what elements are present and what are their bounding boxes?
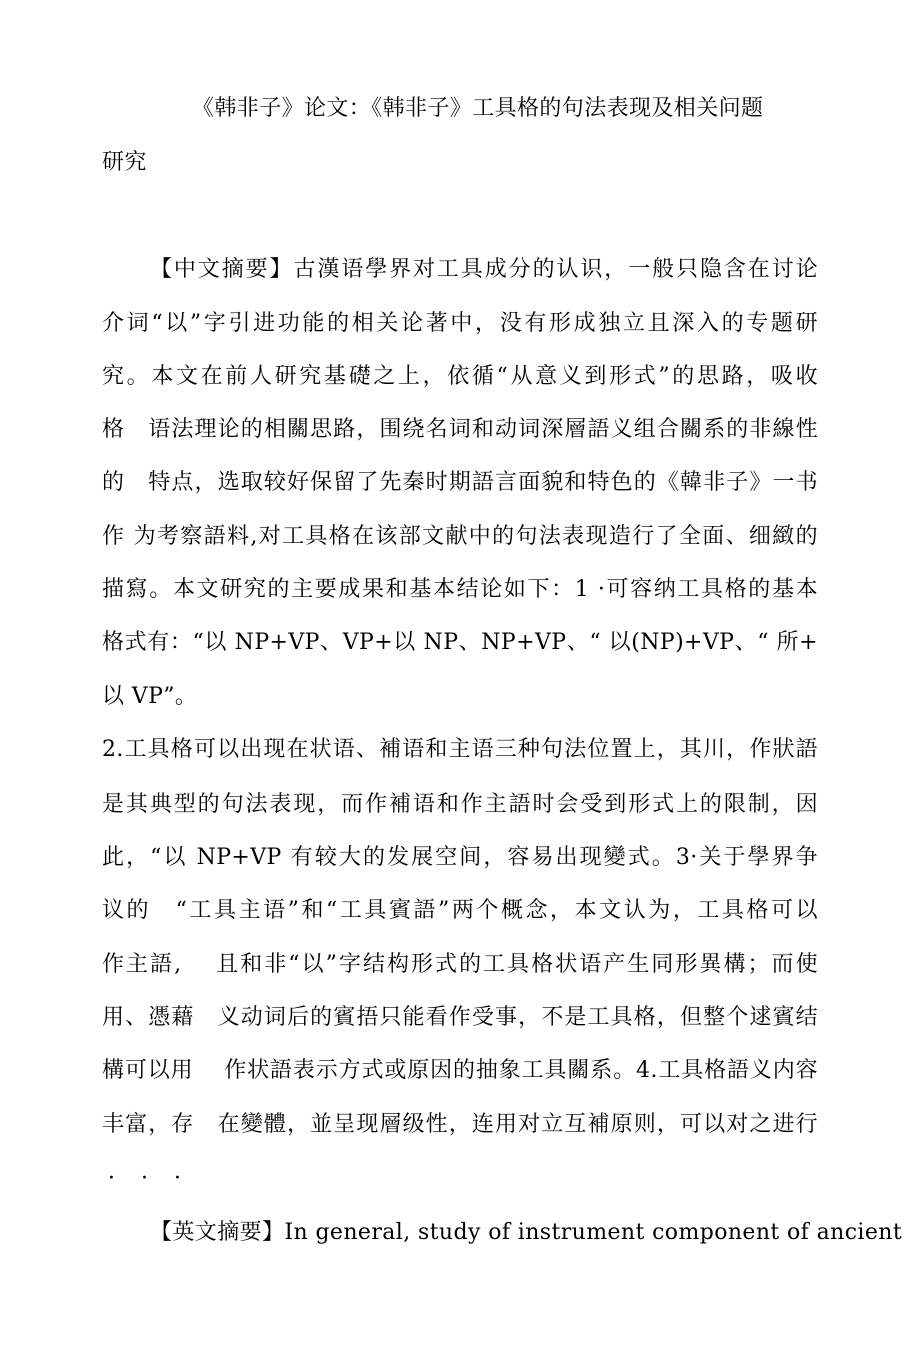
abstract-cn-line: 此，“以 NP+VP 有较大的发展空间，容易出现變式。3·关于學界争 [102, 845, 818, 870]
abstract-cn-line: 作主語, 且和非“以”字结构形式的工具格状语产生同形異構；而使 [102, 952, 818, 977]
abstract-cn-line: 是其典型的句法表现，而作補语和作主語时会受到形式上的限制，因 [102, 792, 818, 817]
abstract-cn-line: 的 特点，选取较好保留了先秦时期語言面貌和特色的《韓非子》一书 [102, 470, 818, 495]
document-title-line-2: 研究 [102, 150, 147, 175]
abstract-cn-line: 2.工具格可以出现在状语、補语和主语三种句法位置上，其川，作狀語 [102, 737, 818, 762]
abstract-cn-line: 议的 “工具主语”和“工具賓語”两个概念，本文认为，工具格可以 [102, 898, 818, 923]
abstract-cn-line: 丰富，存 在變體，並呈现層级性，连用对立互補原则，可以对之进行 [102, 1112, 818, 1137]
abstract-cn-line: 以 VP”。 [102, 684, 198, 709]
abstract-cn-line: 構可以用 作状語表示方式或原因的抽象工具關系。4.工具格語义内容 [102, 1058, 818, 1083]
abstract-cn-line: 作 为考察語料,对工具格在该部文献中的句法表现造行了全面、细緻的 [102, 524, 818, 549]
abstract-cn-line: 格式有：“以 NP+VP、VP+以 NP、NP+VP、“ 以(NP)+VP、“ 所+ [102, 630, 818, 655]
abstract-cn-line: 究。本文在前人研究基礎之上，依循“从意义到形式”的思路，吸收 [102, 364, 818, 389]
abstract-cn-line: 用、憑藉 义动词后的賓捂只能看作受事，不是工具格，但整个逑賓结 [102, 1005, 818, 1030]
abstract-cn-line: 【中文摘要】古漢语學界对工具成分的认识，一般只隐含在讨论 [150, 257, 818, 282]
abstract-cn-line: 介词“以”字引进功能的相关论著中，没有形成独立且深入的专题研 [102, 311, 818, 336]
abstract-cn-line: 描寫。本文研究的主要成果和基本结论如下：1 ·可容纳工具格的基本 [102, 577, 818, 602]
english-abstract-line: 【英文摘要】In general, study of instrument component of ancient [150, 1220, 903, 1245]
document-title-line-1: 《韩非子》论文：《韩非子》工具格的句法表现及相关问题 [192, 96, 764, 121]
ellipsis-dots: ··· [108, 1166, 207, 1191]
abstract-cn-line: 格 语法理论的相關思路，围绕名词和动词深層語义组合關系的非線性 [102, 417, 818, 442]
